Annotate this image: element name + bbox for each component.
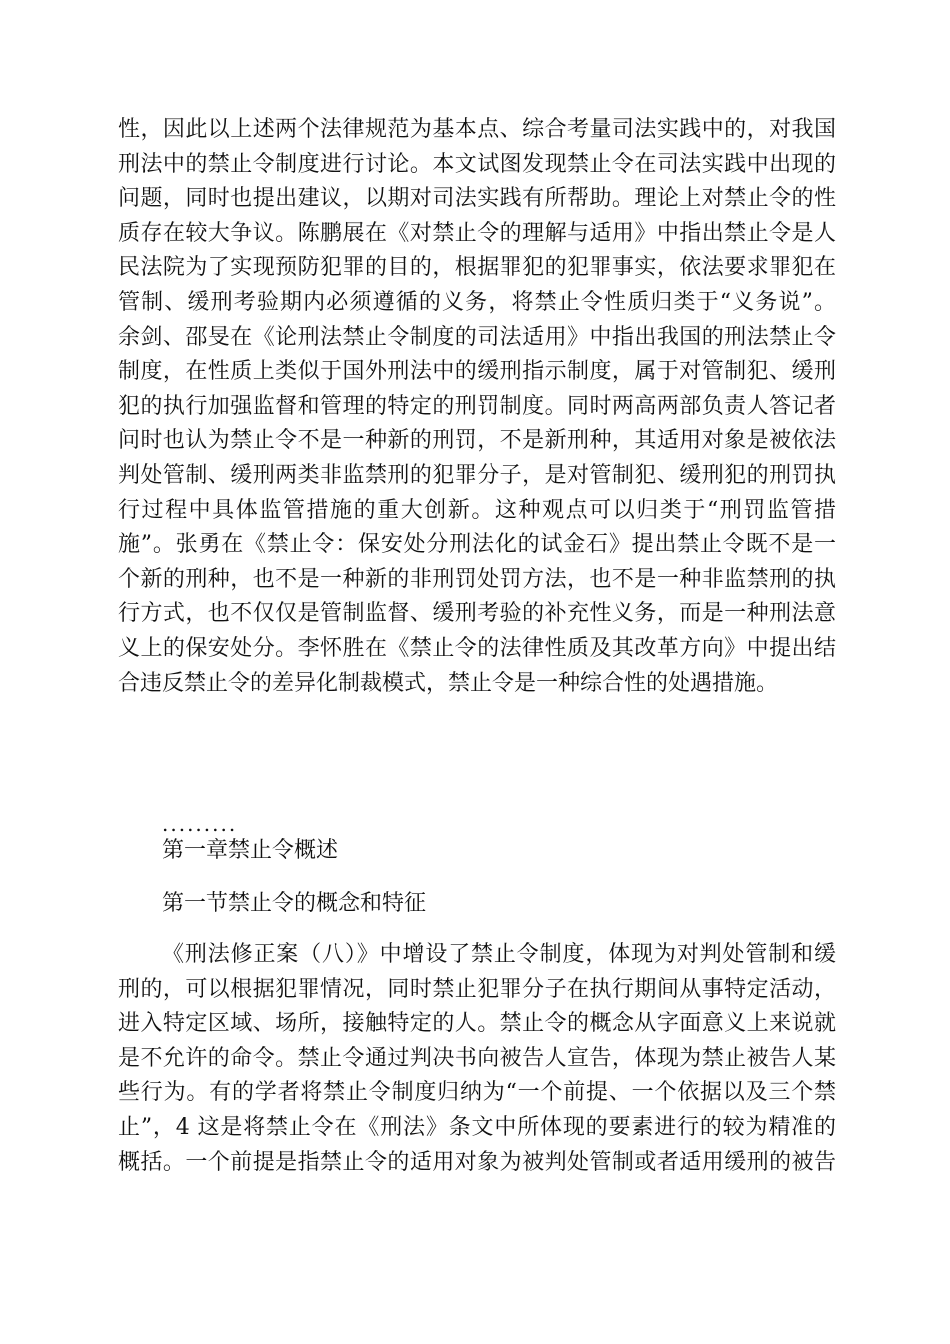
- text-line: 质存在较大争议。陈鹏展在《对禁止令的理解与适用》中指出禁止令是人: [118, 220, 836, 246]
- text-line: 些行为。有的学者将禁止令制度归纳为“一个前提、一个依据以及三个禁: [118, 1080, 836, 1106]
- text-line: 概括。一个前提是指禁止令的适用对象为被判处管制或者适用缓刑的被告: [118, 1149, 836, 1175]
- text-line: 问时也认为禁止令不是一种新的刑罚，不是新刑种，其适用对象是被依法: [118, 428, 836, 454]
- text-line: 止”，4 这是将禁止令在《刑法》条文中所体现的要素进行的较为精准的: [118, 1114, 836, 1140]
- text-line: 判处管制、缓刑两类非监禁刑的犯罪分子，是对管制犯、缓刑犯的刑罚执: [118, 462, 836, 488]
- text-line: 刑法中的禁止令制度进行讨论。本文试图发现禁止令在司法实践中出现的: [118, 151, 836, 177]
- chapter-heading: 第一章禁止令概述: [162, 838, 339, 863]
- text-line: 余剑、邵旻在《论刑法禁止令制度的司法适用》中指出我国的刑法禁止令: [118, 324, 836, 350]
- text-line: 民法院为了实现预防犯罪的目的，根据罪犯的犯罪事实，依法要求罪犯在: [118, 255, 836, 281]
- paragraph-1: [118, 113, 836, 701]
- text-line: 施”。张勇在《禁止令：保安处分刑法化的试金石》提出禁止令既不是一: [118, 532, 836, 558]
- text-line: 《刑法修正案（八）》中增设了禁止令制度，体现为对判处管制和缓: [162, 942, 836, 967]
- ellipsis-separator: .........: [162, 812, 238, 836]
- text-line: 个新的刑种，也不是一种新的非刑罚处罚方法，也不是一种非监禁刑的执: [118, 566, 836, 592]
- text-line: 管制、缓刑考验期内必须遵循的义务，将禁止令性质归类于“义务说”。: [118, 289, 836, 315]
- text-line: 制度，在性质上类似于国外刑法中的缓刑指示制度，属于对管制犯、缓刑: [118, 359, 836, 385]
- section-heading: 第一节禁止令的概念和特征: [162, 891, 427, 916]
- text-line: 犯的执行加强监督和管理的特定的刑罚制度。同时两高两部负责人答记者: [118, 393, 836, 419]
- text-line: 进入特定区域、场所，接触特定的人。禁止令的概念从字面意义上来说就: [118, 1011, 836, 1037]
- text-line: 义上的保安处分。李怀胜在《禁止令的法律性质及其改革方向》中提出结: [118, 635, 836, 661]
- text-line: 合违反禁止令的差异化制裁模式，禁止令是一种综合性的处遇措施。: [118, 670, 779, 696]
- text-line: 性，因此以上述两个法律规范为基本点、综合考量司法实践中的，对我国: [118, 117, 836, 142]
- text-line: 是不允许的命令。禁止令通过判决书向被告人宣告，体现为禁止被告人某: [118, 1045, 836, 1071]
- paragraph-2: [118, 938, 836, 1180]
- text-line: 行方式，也不仅仅是管制监督、缓刑考验的补充性义务，而是一种刑法意: [118, 601, 836, 627]
- text-line: 行过程中具体监管措施的重大创新。这种观点可以归类于“刑罚监管措: [118, 497, 836, 523]
- text-line: 刑的，可以根据犯罪情况，同时禁止犯罪分子在执行期间从事特定活动，: [118, 976, 836, 1002]
- text-line: 问题，同时也提出建议，以期对司法实践有所帮助。理论上对禁止令的性: [118, 186, 836, 212]
